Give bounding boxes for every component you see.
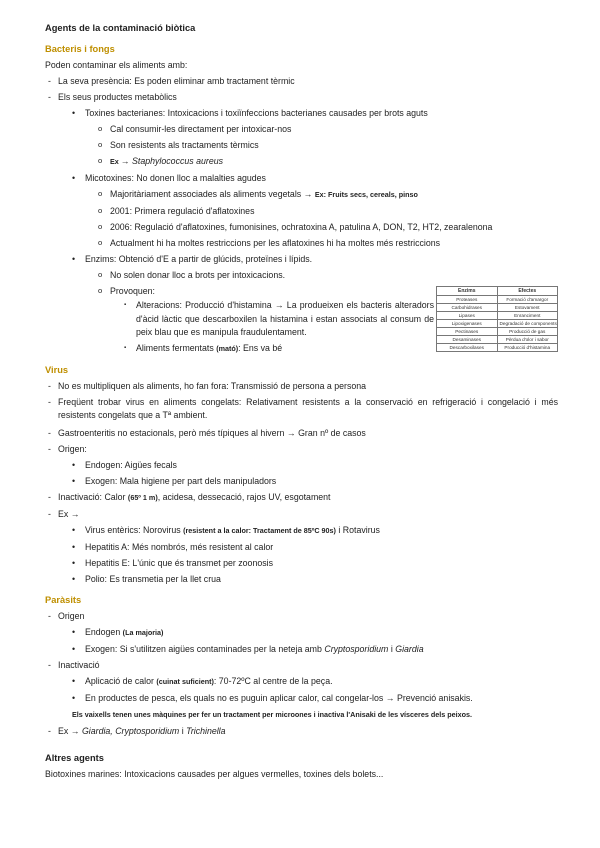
table-row bbox=[437, 320, 558, 328]
bullet-marker: - bbox=[48, 508, 51, 519]
text-content bbox=[58, 441, 558, 457]
text-segment: Alteracions: Producció d'histamina → La produeixen els bacteris alteradors d'àcid làctic que descarboxilen la histamina i estan associats al consum de peix blau que es manipula fraudulentament. bbox=[136, 300, 434, 337]
bullet-marker: • bbox=[72, 557, 76, 568]
bullet-marker: o bbox=[98, 124, 103, 133]
text-segment: (cuinat suficient) bbox=[156, 676, 214, 686]
text-segment: Hepatitis A: Més nombrós, més resistent al calor bbox=[85, 541, 274, 552]
bullet-marker: o bbox=[98, 286, 103, 295]
text-content bbox=[45, 766, 558, 782]
bullet-marker: - bbox=[48, 659, 51, 670]
text-segment: Majoritàriament associades als aliments vegetals → bbox=[110, 189, 315, 199]
text-segment: Biotoxines marines: Intoxicacions causades per algues vermelles, toxines dels bolets... bbox=[45, 768, 384, 779]
text-content bbox=[85, 105, 558, 121]
text-segment: Inactivació: Calor bbox=[58, 491, 128, 502]
text-content bbox=[85, 473, 558, 489]
text-content bbox=[85, 522, 558, 539]
list-item bbox=[45, 219, 558, 235]
list-item bbox=[45, 121, 558, 137]
list-item bbox=[45, 251, 558, 267]
text-content bbox=[85, 571, 558, 587]
list-item bbox=[45, 723, 558, 739]
text-content bbox=[110, 235, 558, 251]
bullet-marker: - bbox=[48, 443, 51, 454]
list-item bbox=[45, 235, 558, 251]
text-segment: i bbox=[179, 725, 187, 736]
text-segment: Staphylococcus aureus bbox=[132, 156, 224, 166]
bullet-marker: - bbox=[48, 396, 51, 407]
list-item bbox=[45, 153, 558, 170]
text-segment: Son resistents als tractaments tèrmics bbox=[110, 140, 259, 150]
table-cell: Desaminases bbox=[437, 336, 498, 344]
list-item bbox=[45, 624, 558, 641]
section-heading bbox=[45, 41, 558, 57]
document-body bbox=[45, 41, 558, 782]
text-segment: Provoquen: bbox=[110, 286, 155, 296]
text-segment: Giardia, Cryptosporidium bbox=[81, 725, 180, 736]
text-content bbox=[45, 57, 558, 73]
text-segment: → bbox=[120, 156, 133, 166]
page-title: Agents de la contaminació biòtica bbox=[45, 23, 196, 33]
text-segment: Origen bbox=[58, 610, 85, 621]
text-segment: Poden contaminar els aliments amb: bbox=[45, 60, 188, 70]
bullet-marker: • bbox=[72, 643, 76, 654]
enzym-table-body bbox=[437, 296, 558, 352]
text-content bbox=[58, 378, 558, 394]
text-segment: Micotoxines: No donen lloc a malalties agudes bbox=[85, 173, 266, 183]
table-cell: Degradació de components bbox=[497, 320, 558, 328]
text-content bbox=[45, 41, 558, 57]
bullet-marker: • bbox=[72, 475, 76, 486]
text-segment: , acidesa, dessecació, rajos UV, esgotament bbox=[157, 491, 331, 502]
text-content bbox=[110, 219, 558, 235]
text-segment: Els vaixells tenen unes màquines per fer un tractament per microones i inactiva l'Anisaki de les vísceres dels peixos. bbox=[72, 709, 472, 719]
text-content bbox=[58, 657, 558, 673]
list-item bbox=[45, 555, 558, 571]
text-content bbox=[85, 457, 558, 473]
text-segment: Els seus productes metabòlics bbox=[58, 92, 177, 102]
bullet-marker: • bbox=[72, 459, 76, 470]
text-content bbox=[110, 153, 558, 170]
text-content bbox=[58, 425, 558, 441]
bullet-marker: o bbox=[98, 140, 103, 149]
list-item bbox=[45, 657, 558, 673]
bullet-marker: - bbox=[48, 491, 51, 502]
table-cell: Proteases bbox=[437, 296, 498, 304]
bullet-marker: o bbox=[98, 206, 103, 215]
enzym-table-head-row bbox=[437, 287, 558, 296]
list-item bbox=[45, 641, 558, 657]
text-segment: Actualment hi ha moltes restriccions per les aflatoxines hi ha moltes més restriccions bbox=[110, 238, 441, 248]
text-segment: Virus bbox=[45, 364, 69, 375]
list-item bbox=[45, 203, 558, 219]
table-cell: Carbohidrases bbox=[437, 304, 498, 312]
text-segment: Bacteris i fongs bbox=[45, 44, 115, 54]
text-segment: (65º 1 m) bbox=[127, 492, 158, 502]
table-row bbox=[437, 304, 558, 312]
text-segment: Aplicació de calor bbox=[85, 675, 157, 686]
bullet-marker: • bbox=[72, 541, 76, 552]
table-cell: Lipases bbox=[437, 312, 498, 320]
bullet-marker: ▪ bbox=[124, 302, 127, 308]
enzym-effects-table bbox=[436, 286, 558, 352]
bullet-marker: • bbox=[72, 108, 76, 118]
text-segment: Paràsits bbox=[45, 594, 82, 605]
text-content bbox=[85, 170, 558, 186]
table-row bbox=[437, 344, 558, 352]
text-content bbox=[58, 506, 558, 522]
text-content bbox=[85, 539, 558, 555]
text-content bbox=[72, 706, 558, 723]
list-item bbox=[45, 267, 558, 283]
text-segment: : 70-72ºC al centre de la peça. bbox=[213, 675, 333, 686]
table-row bbox=[437, 296, 558, 304]
text-segment: 2001: Primera regulació d'aflatoxines bbox=[110, 206, 255, 216]
list-item bbox=[45, 73, 558, 89]
text-segment: Hepatitis E: L'únic que és transmet per zoonosis bbox=[85, 557, 273, 568]
list-item bbox=[45, 690, 558, 706]
paragraph bbox=[45, 57, 558, 73]
text-segment: Toxines bacterianes: Intoxicacions i toxiïnfeccions bacterianes causades per brots aguts bbox=[85, 108, 428, 118]
text-content bbox=[58, 723, 558, 739]
bullet-marker: - bbox=[48, 92, 51, 102]
list-item bbox=[45, 539, 558, 555]
text-segment: Exogen: Si s'utilitzen aigües contaminades per la neteja amb bbox=[85, 643, 325, 654]
list-item bbox=[45, 608, 558, 624]
bullet-marker: o bbox=[98, 222, 103, 231]
table-row bbox=[437, 336, 558, 344]
list-item bbox=[45, 170, 558, 186]
table-row bbox=[437, 312, 558, 320]
bullet-marker: • bbox=[72, 254, 76, 264]
text-segment: La seva presència: Es poden eliminar amb tractament tèrmic bbox=[58, 76, 295, 86]
text-segment: Ex: Fruits secs, cereals, pinso bbox=[314, 190, 418, 199]
text-segment: Exogen: Mala higiene per part dels manipuladors bbox=[85, 475, 277, 486]
text-segment: No es multipliquen als aliments, ho fan fora: Transmissió de persona a persona bbox=[58, 380, 367, 391]
table-cell: Estovament bbox=[497, 304, 558, 312]
list-item bbox=[45, 706, 558, 723]
text-segment: Cryptosporidium bbox=[324, 643, 389, 654]
list-item bbox=[45, 571, 558, 587]
list-item bbox=[45, 89, 558, 105]
list-item bbox=[45, 378, 558, 394]
text-segment: Origen: bbox=[58, 443, 87, 454]
text-content bbox=[85, 624, 558, 641]
text-content bbox=[58, 396, 558, 423]
table-cell: Formació d'amargor bbox=[497, 296, 558, 304]
list-item bbox=[45, 457, 558, 473]
text-content bbox=[58, 73, 558, 89]
bullet-marker: ▪ bbox=[124, 344, 127, 351]
list-item bbox=[45, 473, 558, 489]
list-item bbox=[45, 186, 558, 203]
list-item bbox=[45, 137, 558, 153]
list-item bbox=[45, 441, 558, 457]
paragraph bbox=[45, 766, 558, 782]
text-content bbox=[58, 89, 558, 105]
table-cell: Pèrdua d'olor i sabor bbox=[497, 336, 558, 344]
bullet-marker: o bbox=[98, 156, 103, 165]
bullet-marker: • bbox=[72, 573, 76, 584]
text-segment: Giardia bbox=[395, 643, 424, 654]
text-content bbox=[110, 121, 558, 137]
bullet-marker: - bbox=[48, 380, 51, 391]
table-cell: Enranciment bbox=[497, 312, 558, 320]
section-heading bbox=[45, 362, 558, 378]
subsection-title bbox=[45, 750, 558, 766]
text-segment: (resistent a la calor: Tractament de 85ºC 90s) bbox=[183, 525, 336, 535]
bullet-marker: • bbox=[72, 626, 76, 637]
text-segment: Endogen bbox=[85, 626, 123, 637]
bullet-marker: • bbox=[72, 692, 76, 703]
text-segment: Ex → bbox=[58, 508, 80, 519]
table-cell: Pectinases bbox=[437, 328, 498, 336]
table-cell: Lipoxigenases bbox=[437, 320, 498, 328]
text-segment: i bbox=[388, 643, 396, 654]
text-content bbox=[85, 251, 558, 267]
text-segment: Aliments fermentats bbox=[136, 342, 217, 353]
list-item bbox=[45, 506, 558, 522]
text-segment: (La majoria) bbox=[122, 627, 164, 637]
column-header: Enzims bbox=[437, 287, 498, 296]
text-content bbox=[85, 555, 558, 571]
text-content bbox=[58, 489, 558, 506]
text-segment: Ex → bbox=[58, 725, 82, 736]
bullet-marker: • bbox=[72, 173, 76, 183]
list-item bbox=[45, 425, 558, 441]
bullet-marker: o bbox=[98, 189, 103, 198]
list-item bbox=[45, 394, 558, 425]
list-item bbox=[45, 673, 558, 690]
table-cell: Producció d'histamina bbox=[497, 344, 558, 352]
table-row bbox=[437, 328, 558, 336]
text-segment: Altres agents bbox=[45, 752, 104, 763]
table-cell: Producció de gas bbox=[497, 328, 558, 336]
text-segment: Inactivació bbox=[58, 659, 100, 670]
text-segment: i Rotavirus bbox=[335, 524, 380, 535]
text-segment: No solen donar lloc a brots per intoxicacions. bbox=[110, 270, 286, 280]
list-item bbox=[45, 105, 558, 121]
text-segment: Polio: Es transmetia per la llet crua bbox=[85, 573, 221, 584]
bullet-marker: - bbox=[48, 610, 51, 621]
text-content bbox=[45, 750, 558, 766]
text-content bbox=[45, 592, 558, 608]
list-item bbox=[45, 489, 558, 506]
text-segment: Trichinella bbox=[186, 725, 226, 736]
text-content bbox=[45, 362, 558, 378]
text-segment: 2006: Regulació d'aflatoxines, fumonisines, ochratoxina A, patulina A, DON, T2, HT2, zearalenona bbox=[110, 222, 493, 232]
text-segment: Ex bbox=[110, 157, 121, 166]
column-header: Efectes bbox=[497, 287, 558, 296]
text-segment: Virus entèrics: Norovirus bbox=[85, 524, 184, 535]
text-segment: Freqüent trobar virus en aliments congelats: Relativament resistents a la conservació en refrigeració i congelació i més resistents congelats que a Tª ambient. bbox=[58, 396, 558, 420]
text-content bbox=[85, 673, 558, 690]
text-segment: : Ens va bé bbox=[238, 342, 283, 353]
bullet-marker: - bbox=[48, 427, 51, 438]
text-content bbox=[58, 608, 558, 624]
text-segment: (mató) bbox=[216, 343, 239, 353]
text-segment: Gastroenteritis no estacionals, però més típiques al hivern → Gran nº de casos bbox=[58, 427, 366, 438]
bullet-marker: • bbox=[72, 675, 76, 686]
text-content bbox=[110, 203, 558, 219]
text-content bbox=[110, 186, 558, 203]
bullet-marker: o bbox=[98, 238, 103, 247]
text-content bbox=[85, 641, 558, 657]
bullet-marker: - bbox=[48, 725, 51, 736]
text-content bbox=[136, 299, 434, 340]
text-segment: En productes de pesca, els quals no es puguin aplicar calor, cal congelar-los → Prevenció anisakis. bbox=[85, 692, 473, 703]
section-heading bbox=[45, 592, 558, 608]
text-segment: Cal consumir-les directament per intoxicar-nos bbox=[110, 124, 292, 134]
bullet-marker: o bbox=[98, 270, 103, 279]
list-item bbox=[45, 522, 558, 539]
text-segment: Enzims: Obtenció d'E a partir de glúcids, proteïnes i lípids. bbox=[85, 254, 313, 264]
text-segment: Endogen: Aigües fecals bbox=[85, 459, 177, 470]
bullet-marker: - bbox=[48, 76, 51, 86]
text-content bbox=[110, 137, 558, 153]
text-content bbox=[85, 690, 558, 706]
table-cell: Descarboxilases bbox=[437, 344, 498, 352]
text-content bbox=[110, 267, 558, 283]
bullet-marker: • bbox=[72, 524, 76, 535]
